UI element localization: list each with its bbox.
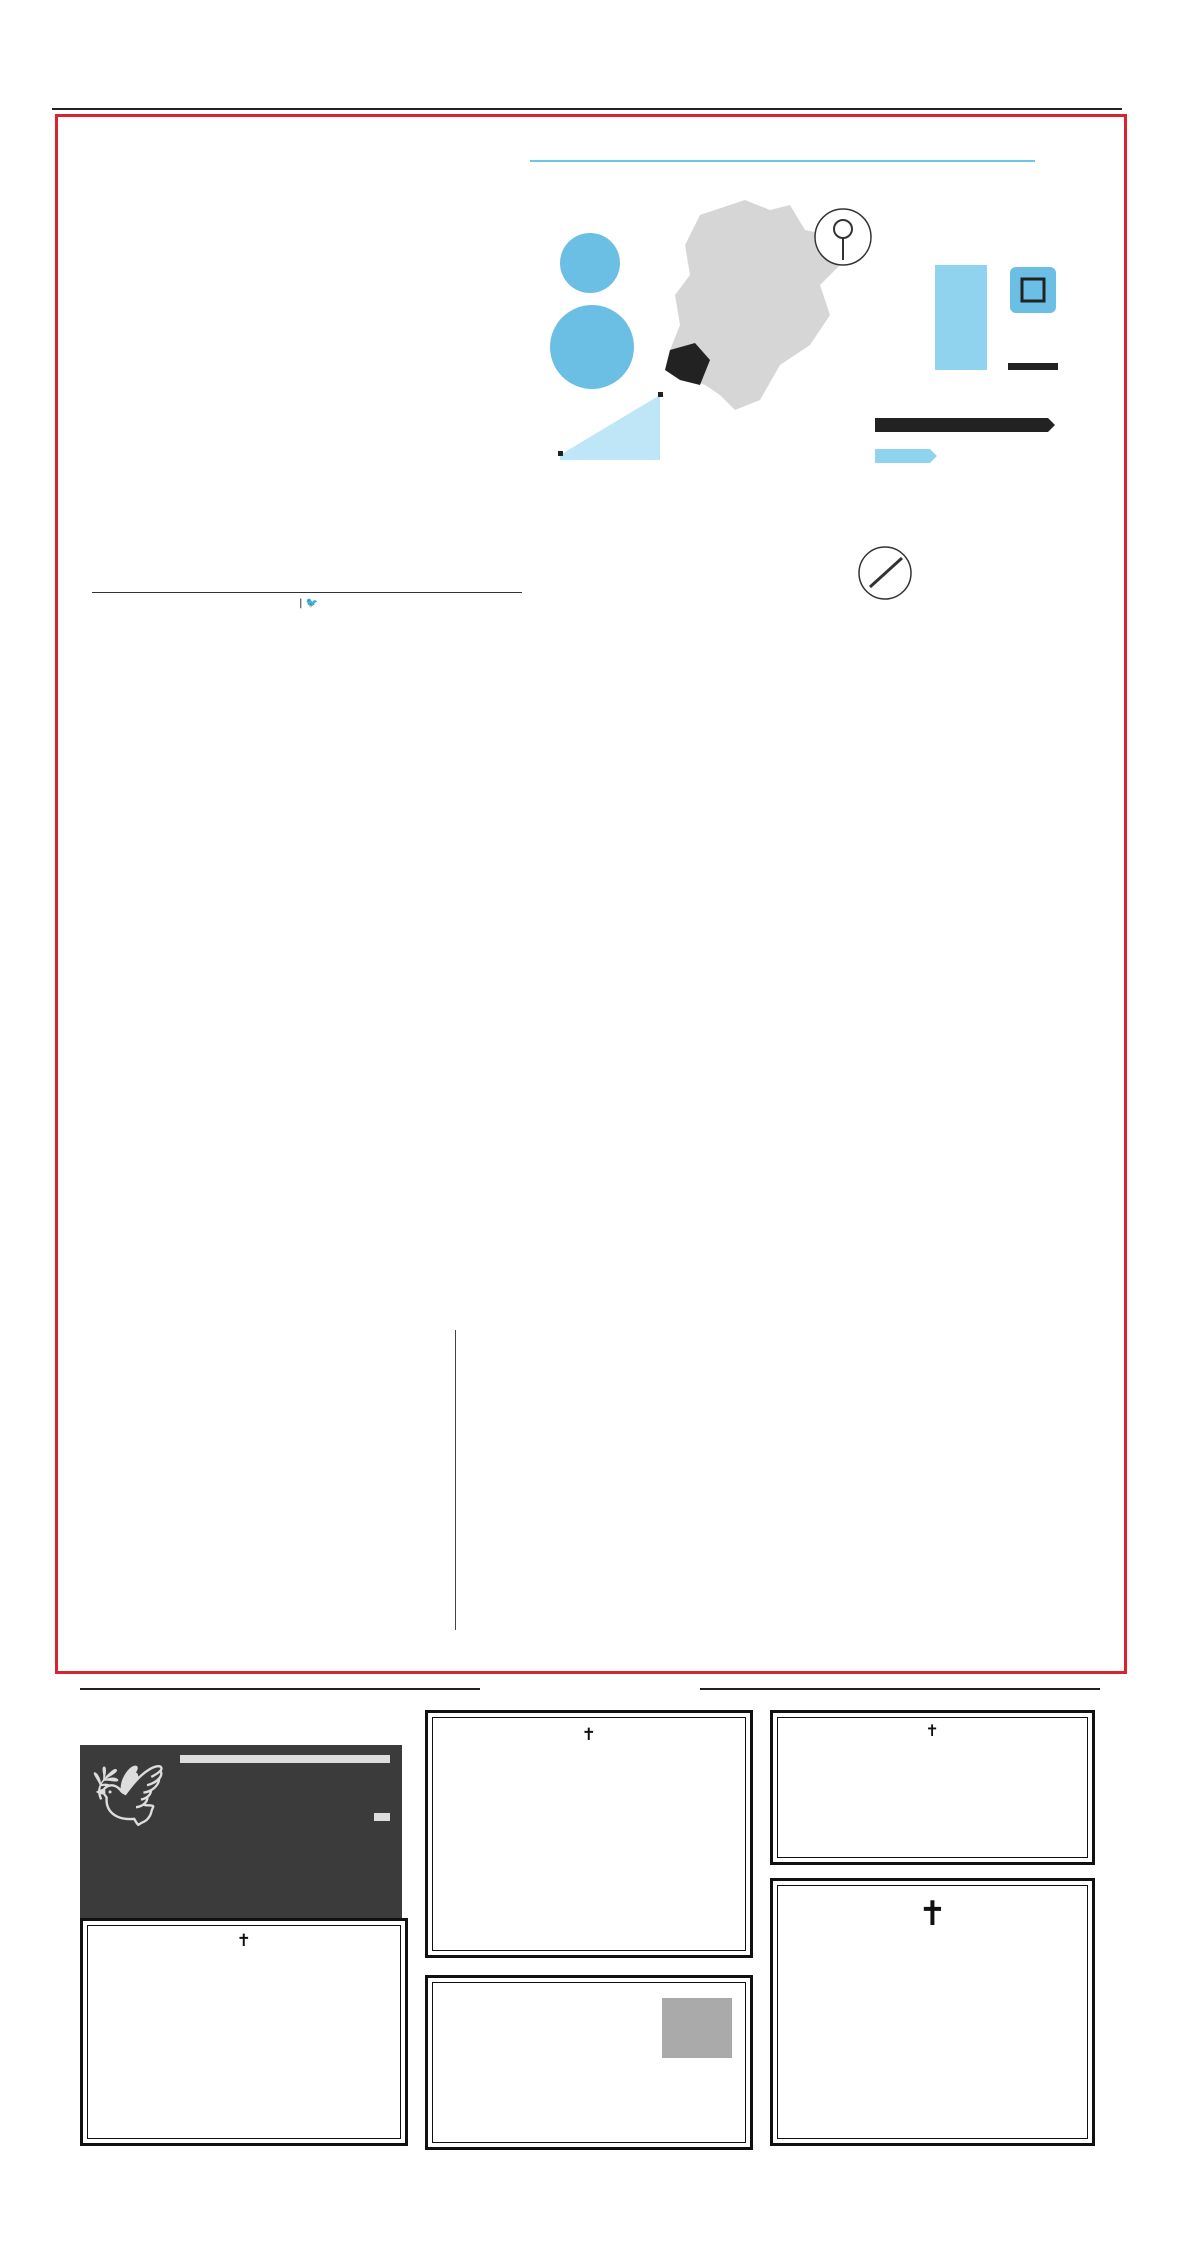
twitter-icon: 🐦 bbox=[305, 598, 319, 609]
hectare-trend-area bbox=[560, 395, 660, 460]
pandemic-divider bbox=[455, 1330, 456, 1630]
portrait-photo bbox=[662, 1998, 732, 2058]
byline: | 🐦 bbox=[295, 598, 319, 609]
infographic-title bbox=[530, 157, 1035, 162]
infographic bbox=[530, 175, 1120, 735]
article-column-5 bbox=[910, 750, 1110, 1665]
ob2-name bbox=[785, 1721, 1080, 1740]
point-2019 bbox=[558, 451, 563, 456]
seizure-bar-2019 bbox=[875, 418, 1055, 432]
point-2018 bbox=[658, 392, 663, 397]
ad-quote bbox=[80, 1705, 402, 1745]
condolences-rule-right bbox=[700, 1688, 1100, 1690]
pandemic-text-b bbox=[672, 1326, 877, 1636]
article-column-4 bbox=[643, 750, 813, 1305]
narino-circle bbox=[550, 305, 634, 389]
dove-icon: 🕊 bbox=[90, 1761, 167, 1831]
latex-bar bbox=[935, 265, 987, 370]
ad-line-3 bbox=[374, 1813, 390, 1821]
obituary-4 bbox=[425, 1975, 753, 2150]
byline-rule bbox=[92, 592, 522, 593]
cauca-circle bbox=[560, 233, 620, 293]
obituary-3 bbox=[80, 1918, 408, 2146]
cross-icon: ✝ bbox=[918, 1894, 947, 1934]
article-column-1 bbox=[85, 640, 255, 1665]
obituary-2 bbox=[770, 1710, 1095, 1865]
condolences-rule-left bbox=[80, 1688, 480, 1690]
obituary-1 bbox=[425, 1710, 753, 1958]
article-column-3 bbox=[458, 750, 628, 1305]
condolences-ad[interactable] bbox=[80, 1705, 402, 1940]
cross-icon: ✝ bbox=[236, 1931, 252, 1951]
heroin-bar bbox=[1008, 363, 1058, 370]
cross-icon: ✝ bbox=[581, 1725, 597, 1745]
ob3-name bbox=[95, 1931, 393, 1951]
ob1-name bbox=[442, 1725, 736, 1745]
transform-icon bbox=[1010, 267, 1056, 313]
pandemic-text-a bbox=[466, 1326, 666, 1636]
seizure-bar-2020 bbox=[875, 449, 937, 463]
article-column-2 bbox=[268, 640, 438, 1665]
cross-icon: ✝ bbox=[925, 1721, 940, 1740]
obituary-5 bbox=[770, 1878, 1095, 2146]
header-rule bbox=[52, 108, 1122, 110]
